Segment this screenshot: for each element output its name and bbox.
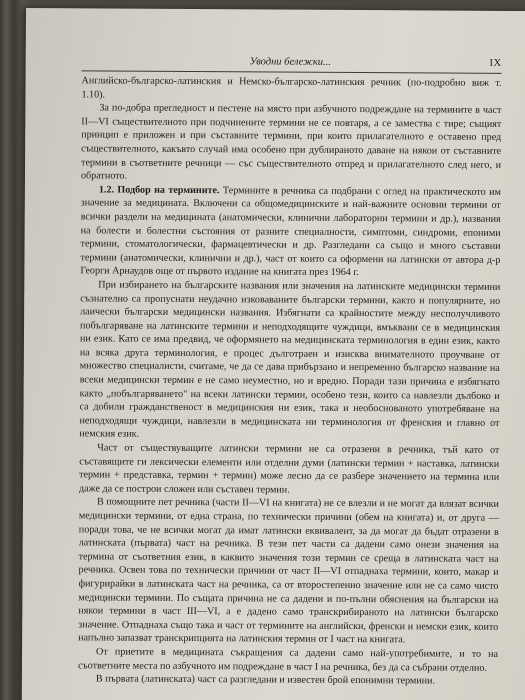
body-text xyxy=(78,74,502,688)
paragraph-2: За по-добра прегледност и пестене на място при азбучното подреждане на термините в част II—VI съществителното при подчинените термини не се повтаря, а се замества с тире; същият принцип е приложен и при съставните термини, при които прилагателното е оставено пред съществителното, какъвто случай има особено при дублираното даване на някои от съставните термини в съответните речници — със съществителното отпред и прилагателното след него, и обратното. xyxy=(80,102,502,182)
running-title: Уводни бележки... xyxy=(249,56,331,68)
paragraph-6: В помощните пет речника (части II—VI на книгата) не се влезли и не могат да влязат всички медицински термини, от една страна, по технически причини (обем на книгата) и, от друга — поради това, че не всички могат да имат латински еквивалент, за да могат да бъдат отразени в латинската (първата) част на речника. В тези пет части са дадени само онези значения на термина от съответния език, в каквито значения този термин се среща в латинската част на речника. Освен това по технически причини от част II—VI отпаднаха термини, които, макар и фигурирайки в латинската част на речника, са от второстепенно значение или не са само чисто медицински термини. По същата причина не са дадени и по-пълни обяснения на български на някои термини в част III—VI, а е дадено само транскрибираното на латински българско значение. Отпаднаха също така и част от термините на английски, френски и немски език, които напълно запазват транскрипцията на латинския термин от I част на книгата. xyxy=(78,496,500,646)
paragraph-8: В първата (латинската) част са разгледани и известен брой епонимни термини. xyxy=(95,673,436,687)
paragraph-3 xyxy=(80,183,501,281)
paragraph-3-text: Термините в речника са подбрани с оглед на практическото им значение за медицината. Включени са общомедицинските и най-важните основни термини от всички раздели на медицината (анатомически, клинични лабораторни термини и др.), названия на болести и болестни състояния от разните специалности, симптоми, синдроми, епоними термини, стоматологически, фармацевтически и др. Разгледани са също и много съставни термини (анатомически, клинични и др.), част от които са оформени на латински от автора д-р Георги Арнаудов още от първото издание на книгата през 1964 г. xyxy=(80,184,501,279)
page-header xyxy=(82,54,502,74)
paragraph-5: Част от съществуващите латински термини не са отразени в речника, тъй като от съставящите ги лексически елементи или отделни думи (латински термин + наставка, латински термин + представка, термин + термин) може лесно да се разбере значението на термина или даже да се построи сложен или съставен термин. xyxy=(79,442,500,496)
paragraph-7: От приетите в медицината съкращения са дадени само най-употребимите, и то на съответните места по азбучното им подреждане в част I на речника, без да са събрани отделно. xyxy=(77,646,499,674)
paragraph-1: Английско-българско-латинския и Немско-българско-латинския речник (по-подробно виж т. 1.10). xyxy=(81,75,502,101)
book-page xyxy=(22,8,525,700)
page-number: IX xyxy=(489,57,502,69)
section-heading: 1.2. Подбор на термините. xyxy=(98,184,220,196)
paragraph-4: При избирането на българските названия или значения на латинските медицински термини съзнателно са пропуснати неудачно изковаваните български термини, както и популярните, но лаически български медицински названия. Избягнати са крайностите между несполучливото побългаряване на латинските термини и неподходящите чуждици, вмъквани се в медицинския ни език. Като се има предвид, че оформянето на медицинската терминология в един език, както на всяка друга терминология, е процес дълготраен и изисква внимателното проучване от множество специалисти, считаме, че да се дава прибързано и непременно българско название на всеки медицински термин е не само неуместно, но и вредно. Поради тази причина е избягнато както „побългаряването" на всеки латински термин, особено тези, които са навлезли дълбоко и са добили гражданственост в медицинския ни език, така и необоснованото употребяване на неподходящи чуждици, навлезли в медицинската ни терминология от френския и главно от немския език. xyxy=(79,279,501,441)
